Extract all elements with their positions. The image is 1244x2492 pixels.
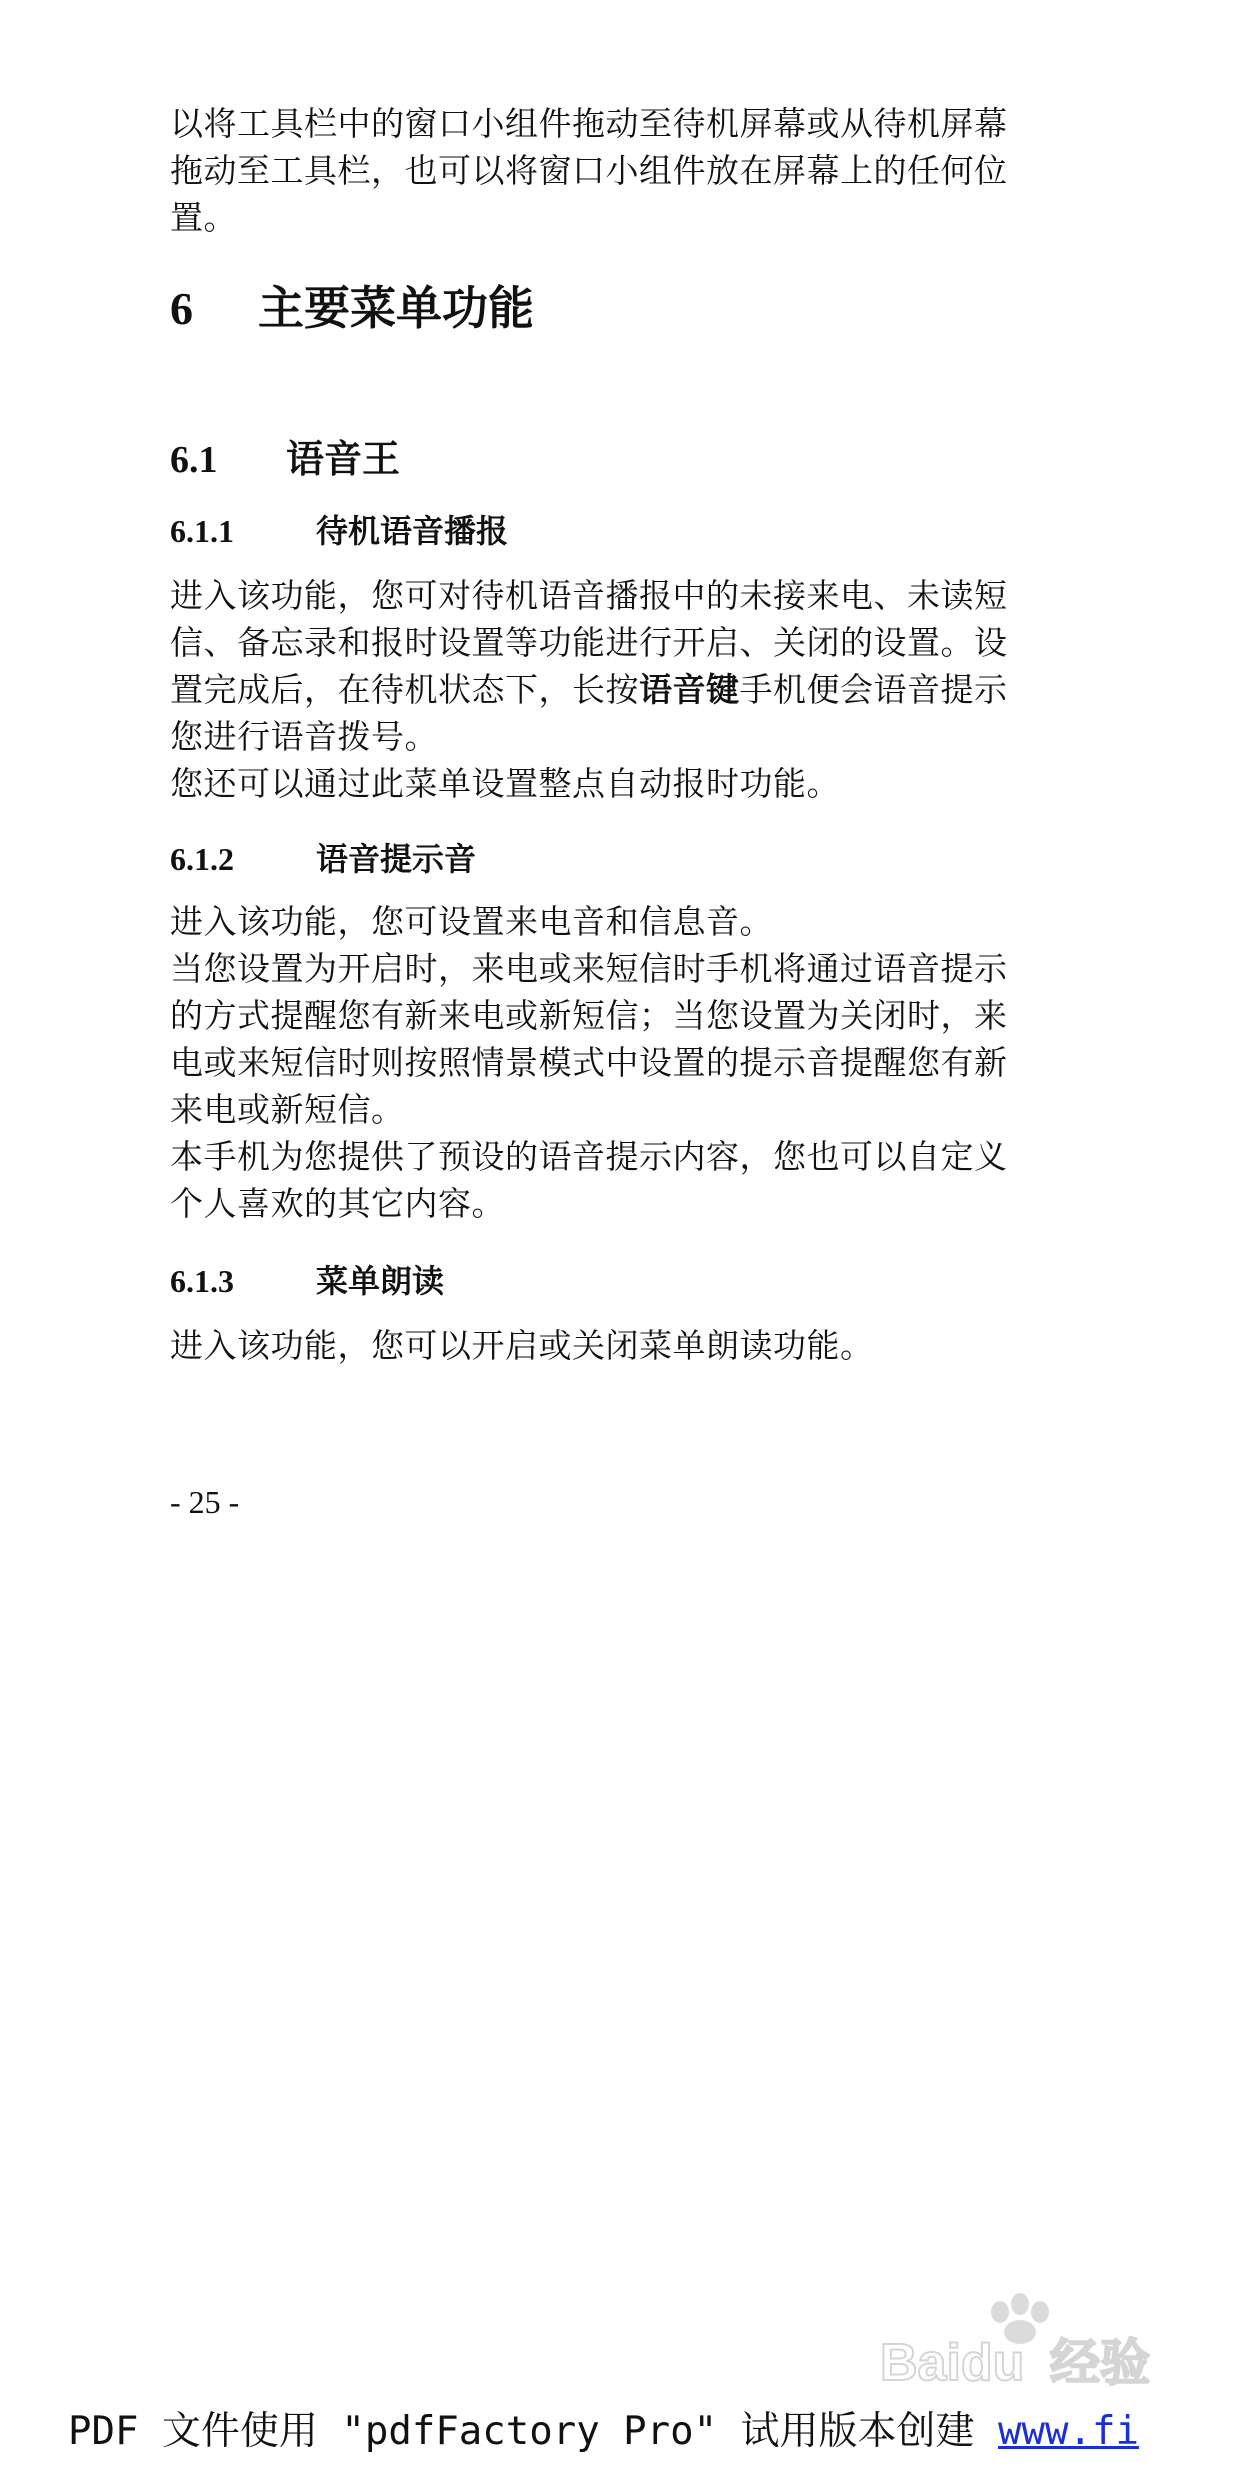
section-title: 语音王 xyxy=(286,436,401,481)
body-line: 进入该功能，您可设置来电音和信息音。 xyxy=(170,902,773,941)
subsection-heading-3 xyxy=(170,1256,444,1302)
page-number: - 25 - xyxy=(170,1484,240,1520)
subsection-number: 6.1.2 xyxy=(170,841,234,877)
section-number: 6.1 xyxy=(170,439,218,481)
subsection-heading-2 xyxy=(170,834,476,880)
subsection-1-body xyxy=(170,572,1080,807)
voice-key-term: 语音键 xyxy=(639,670,740,709)
intro-line-2: 拖动至工具栏，也可以将窗口小组件放在屏幕上的任何位 xyxy=(170,151,1008,190)
footer-link[interactable]: www.fi xyxy=(998,2409,1139,2454)
intro-paragraph xyxy=(170,100,1080,241)
chapter-title: 主要菜单功能 xyxy=(258,281,534,335)
watermark-suffix: 经验 xyxy=(1050,2334,1150,2390)
subsection-title: 语音提示音 xyxy=(316,840,477,878)
body-line: 来电或新短信。 xyxy=(170,1090,405,1129)
subsection-2-body xyxy=(170,898,1080,1227)
section-heading xyxy=(170,428,400,483)
subsection-heading-1 xyxy=(170,506,508,552)
body-text: 置完成后，在待机状态下，长按 xyxy=(170,670,639,709)
subsection-3-body xyxy=(170,1322,1080,1369)
watermark-brand: Baidu xyxy=(880,2334,1025,2390)
footer-text: PDF 文件使用 "pdfFactory Pro" 试用版本创建 xyxy=(68,2409,999,2454)
body-line: 进入该功能，您可对待机语音播报中的未接来电、未读短 xyxy=(170,576,1008,615)
body-line: 的方式提醒您有新来电或新短信；当您设置为关闭时，来 xyxy=(170,996,1008,1035)
subsection-number: 6.1.3 xyxy=(170,1263,234,1299)
chapter-number: 6 xyxy=(170,283,193,334)
body-line xyxy=(170,666,1080,713)
subsection-number: 6.1.1 xyxy=(170,513,234,549)
intro-line-3: 置。 xyxy=(170,198,237,237)
body-line: 进入该功能，您可以开启或关闭菜单朗读功能。 xyxy=(170,1326,874,1365)
body-line: 个人喜欢的其它内容。 xyxy=(170,1184,505,1223)
subsection-title: 菜单朗读 xyxy=(316,1262,445,1300)
intro-line-1: 以将工具栏中的窗口小组件拖动至待机屏幕或从待机屏幕 xyxy=(170,104,1008,143)
body-line: 信、备忘录和报时设置等功能进行开启、关闭的设置。设 xyxy=(170,623,1008,662)
subsection-title: 待机语音播报 xyxy=(316,512,509,550)
body-text: 手机便会语音提示 xyxy=(739,670,1008,709)
body-line: 当您设置为开启时，来电或来短信时手机将通过语音提示 xyxy=(170,949,1008,988)
baidu-watermark-logo xyxy=(880,2290,1180,2390)
body-line: 您进行语音拨号。 xyxy=(170,717,438,756)
chapter-heading xyxy=(170,272,534,338)
pdf-footer xyxy=(68,2400,1139,2456)
body-line: 电或来短信时则按照情景模式中设置的提示音提醒您有新 xyxy=(170,1043,1008,1082)
body-line: 本手机为您提供了预设的语音提示内容，您也可以自定义 xyxy=(170,1137,1008,1176)
body-line: 您还可以通过此菜单设置整点自动报时功能。 xyxy=(170,764,840,803)
